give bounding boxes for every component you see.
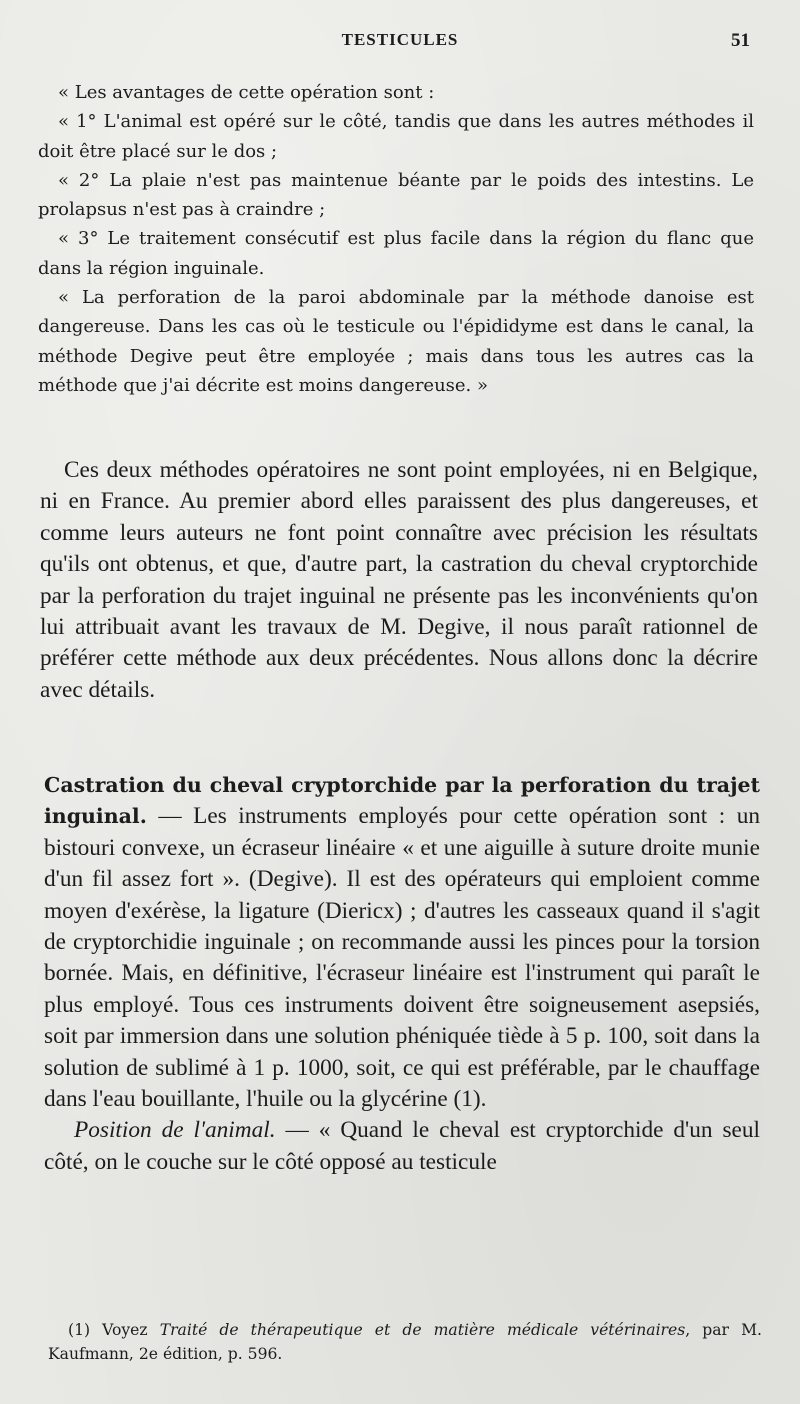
subsection-heading: Position de l'animal. <box>74 1117 276 1144</box>
section-castration <box>44 770 760 1178</box>
subsection-paragraph <box>44 1115 760 1178</box>
subsection-text: — « Quand le cheval est cryptorchide d'un seul côté, on le couche sur le côté opposé au testicule <box>44 1117 760 1175</box>
quote-paragraph: « 2° La plaie n'est pas maintenue béante par le poids des intestins. Le prolapsus n'est pas à craindre ; <box>38 169 754 221</box>
quote-paragraph: « Les avantages de cette opération sont : <box>58 82 435 103</box>
section-heading-text: — Les instruments employés pour cette opération sont : un bistouri convexe, un écraseur linéaire « et une aiguille à suture droite munie d'un fil assez fort ». (Degive). Il est des opérateurs qui emploient comme moyen d'exérèse, la ligature (Diericx) ; d'autres les casseaux quand il s'agit de cryptorchidie inguinale ; on recommande aussi les pinces pour la torsion bornée. Mais, en définitive, l'écraseur linéaire est l'instrument qui paraît le plus employé. Tous ces instruments doivent être soigneusement asepsiés, soit par immersion dans une solution phéniquée tiède à 5 p. 100, soit dans la solution de sublimé à 1 p. 1000, soit, ce qui est préférable, par le chauffage dans l'eau bouillante, l'huile ou la glycérine (1). <box>44 803 760 1113</box>
quote-paragraph: « 1° L'animal est opéré sur le côté, tandis que dans les autres méthodes il doit être placé sur le dos ; <box>38 111 754 162</box>
footnote-book-title: Traité de thérapeutique et de matière médicale vétérinaires <box>159 1321 686 1339</box>
quote-paragraph: « 3° Le traitement consécutif est plus facile dans la région du flanc que dans la région inguinale. <box>38 228 754 279</box>
footnote-rest: , par M. Kaufmann, 2e édition, p. 596. <box>48 1321 762 1363</box>
footnote-marker: (1) Voyez <box>68 1321 160 1339</box>
section-paragraph <box>44 770 760 1115</box>
footnote-paragraph <box>48 1318 762 1366</box>
running-head <box>0 30 800 58</box>
quoted-passage <box>38 78 754 400</box>
footnote <box>48 1318 762 1366</box>
page-number: 51 <box>731 30 750 51</box>
body-paragraph: Ces deux méthodes opératoires ne sont point employées, ni en Belgique, ni en France. Au premier abord elles paraissent des plus dangereuses, et comme leurs auteurs ne font point connaître avec précision les résultats qu'ils ont obtenus, et que, d'autre part, la castration du cheval cryptorchide par la perforation du trajet inguinal ne présente pas les inconvénients qu'on lui attribuait avant les travaux de M. Degive, il nous paraît rationnel de préférer cette méthode aux deux précédentes. Nous allons donc la décrire avec détails. <box>40 457 758 703</box>
quote-paragraph: « La perforation de la paroi abdominale par la méthode danoise est dangereuse. Dans les cas où le testicule ou l'épididyme est dans le canal, la méthode Degive peut être employée ; mais dans tous les autres cas la méthode que j'ai décrite est moins dangereuse. » <box>38 287 754 396</box>
section-heading: Castration du cheval cryptorchide par la perforation du trajet inguinal. <box>44 773 760 829</box>
running-title: TESTICULES <box>341 30 459 49</box>
body-text <box>40 455 758 706</box>
